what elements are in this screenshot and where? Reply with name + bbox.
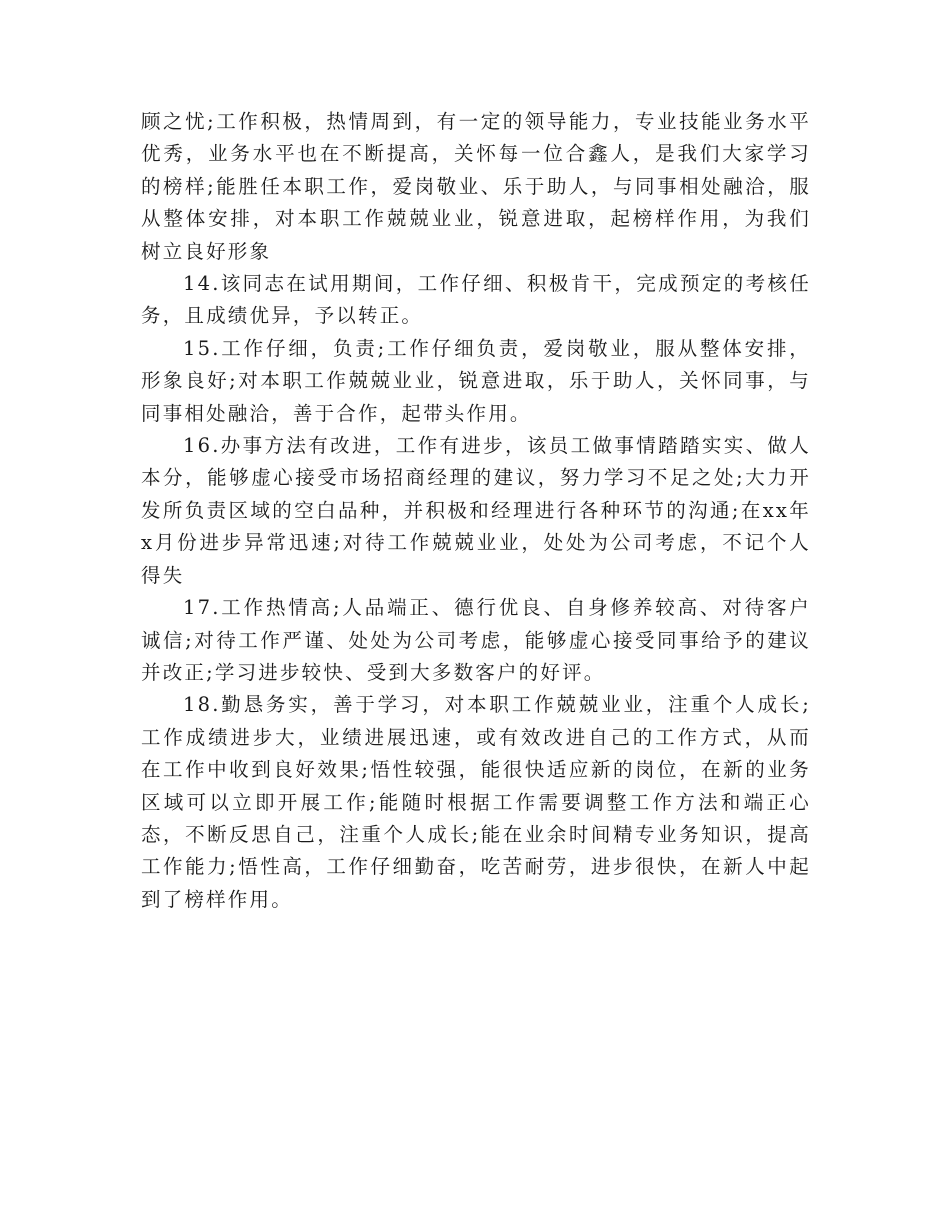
document-body <box>141 106 811 916</box>
paragraph-13-continued: 顾之忧;工作积极，热情周到，有一定的领导能力，专业技能业务水平优秀，业务水平也在不断提高，关怀每一位合鑫人，是我们大家学习的榜样;能胜任本职工作，爱岗敬业、乐于助人，与同事相处融洽，服从整体安排，对本职工作兢兢业业，锐意进取，起榜样作用，为我们树立良好形象 <box>141 110 811 263</box>
paragraph-15: 15.工作仔细，负责;工作仔细负责，爱岗敬业，服从整体安排，形象良好;对本职工作兢兢业业，锐意进取，乐于助人，关怀同事，与同事相处融洽，善于合作，起带头作用。 <box>141 336 811 425</box>
paragraph-16: 16.办事方法有改进，工作有进步，该员工做事情踏踏实实、做人本分，能够虚心接受市场招商经理的建议，努力学习不足之处;大力开发所负责区域的空白品种，并积极和经理进行各种环节的沟通;在xx年x月份进步异常迅速;对待工作兢兢业业，处处为公司考虑，不记个人得失 <box>141 434 811 587</box>
paragraph-14: 14.该同志在试用期间，工作仔细、积极肯干，完成预定的考核任务，且成绩优异，予以转正。 <box>141 272 811 328</box>
paragraph-17: 17.工作热情高;人品端正、德行优良、自身修养较高、对待客户诚信;对待工作严谨、处处为公司考虑，能够虚心接受同事给予的建议并改正;学习进步较快、受到大多数客户的好评。 <box>141 596 811 684</box>
paragraph-18: 18.勤恳务实，善于学习，对本职工作兢兢业业，注重个人成长;工作成绩进步大，业绩进展迅速，或有效改进自己的工作方式，从而在工作中收到良好效果;悟性较强，能很快适应新的岗位，在新的业务区域可以立即开展工作;能随时根据工作需要调整工作方法和端正心态，不断反思自己，注重个人成长;能在业余时间精专业务知识，提高工作能力;悟性高，工作仔细勤奋，吃苦耐劳，进步很快，在新人中起到了榜样作用。 <box>141 693 811 911</box>
